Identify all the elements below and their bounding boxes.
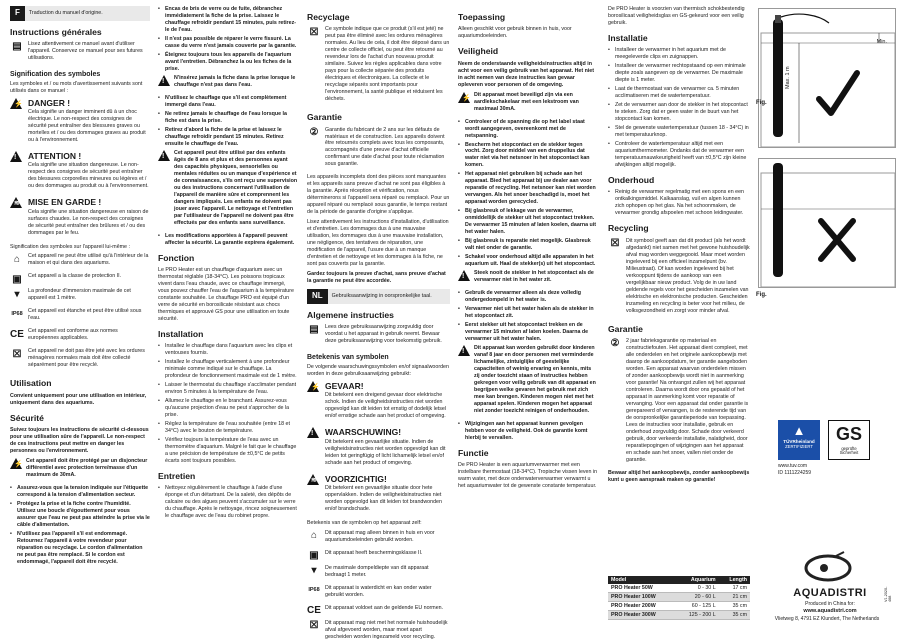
cert-id: ID 1111224259 [778, 470, 812, 476]
figure-label: Fig. [756, 100, 767, 106]
table-row: PRO Heater 300W 125 - 200 L 35 cm [608, 611, 750, 620]
warranty-2-icon: ② [309, 126, 319, 138]
brand-address: Vlietweg 8, 4791 EZ Klundert, The Netherlands [774, 616, 880, 622]
immersion-depth-icon: ▾ [14, 288, 20, 300]
danger-block: ⚡ DANGER ! Cela signifie un danger imminent dû à un choc électrique. Le non-respect des consignes de sécurité peut entraîner des blessures graves ou mortelles et / ou des dommages graves au produit ou à l'environnement. [10, 98, 150, 147]
column-mixed-3: Recyclage ☒ Ce symbole indique que ce produit (s'il est jeté) ne peut pas être éliminé avec les ordures ménagères normales. Au lieu de cela, il doit être déposé dans un centre de collecte officiel, ou peut être retourné au revendeur lors de l'achat d'un nouveau produit similaire. Suivez les règles applicables dans votre pays pour la collecte séparée des produits électriques et électroniques. La collecte et le recyclage séparés sont importants pour l'environnement, la santé publique et réduisent les déchets. Garantie ② Garantie du fabricant de 2 ans sur les défauts de matériaux et de construction. Les appareils doivent être retournés complets avec tous les composants, accompagnés d'une preuve d'achat officielle confirmant une date d'achat pour toute réclamation sous garantie. Les appareils incomplets dont des pièces sont manquantes et les appareils sans preuve d'achat ne sont pas éligibles à la garantie. Après réception et vérification, nous déterminerons si l'appareil sera réparé ou remplacé. Pour un appareil réparé ou remplacé sous garantie, le temps restant de la période de garantie d'origine s'applique. Lisez attentivement les instructions d'installation, d'utilisation et d'entretien. Les dommages dus à une mauvaise utilisation, les dommages dus à une mauvaise installation, une négligence, des tentatives de réparation, une modification de l'appareil, l'usure due à un manque d'entretien et de nettoyage et les dommages à la fiche, ne sont pas couverts par la garantie. Gardez toujours la preuve d'achat, sans preuve d'achat la garantie ne peut être accordée. NL Gebruiksaanwijzing in oorspronkelijke taal. Algemene instructies ▤ Lees deze gebruiksaanwijzing zorgvuldig door voordat u het apparaat in gebruik neemt. Bewaar deze gebruiksaanwijzing voor toekomstig gebruik. Betekenis van symbolen De volgende waarschuwingssymbolen en/of signaalwoorden worden in deze gebruiksaanwijzing gebruikt: ⚡ GEVAAR! Dit betekent een dreigend gevaar door elektrische schok. Indien de veiligheidsinstructies niet worden opgevolgd kan dit leiden tot ernstig of dodelijk letsel en/of ernstige schade aan het product of omgeving. ! WAARSCHUWING! Dit betekent een gevaarlijke situatie. Indien de veiligheidsinstructies niet worden opgevolgd kan dit leiden tot geringfügig of licht lichamelijk letsel en/of schade aan het product of omgeving. ≋ VOORZICHTIG! Dit betekent een gevaarlijke situatie door hete oppervlakken. Indien de veiligheidsinstructies niet worden opgevolgd kan dit leiden tot brandwonden en/of brandschade. Betekenis van de symbolen op het apparaat zelf: ⌂ Dit apparaat mag alleen binnen in huis en voor aquariumdoeleinden gebruikt worden. ▣ Dit apparaat heeft beschermingsklasse II. ▾ De maximale dompeldiepte van dit apparaat bedraagt 1 meter. IP68 Dit apparaat is waterdicht en kan onder water gebruikt worden. CE Dit apparaat voldoet aan de geldende EU normen. ☒ Dit apparaat mag niet met het normale huishoudelijk afval afgevoerd worden, maar moet apart gescheiden worden ingezameld voor recycling. [307, 12, 450, 640]
column-nl-4: Toepassing Alleen geschikt voor gebruik binnen in huis, voor aquariumdoeleinden. Veiligheid Neem de onderstaande veiligheidsinstructies altijd in acht voor een veilig gebruik van het apparaat. Het niet in acht nemen van deze instructies kan gevaar opleveren voor personen of de omgeving. ⚡ Dit apparaat moet beveiligd zijn via een aardlekschakelaar met een lekstroom van maximaal 30mA. • Controleer of de spanning die op het label staat wordt aangegeven, overeenkomt met de netspanning. • Bescherm het stopcontact en de stekker tegen vocht. Zorg door middel van een druppellus dat water niet via het netsnoer in het stopcontact kan komen. • Het apparaat niet gebruiken bij schade aan het apparaat. Bied het apparaat bij uw dealer aan voor reparatie of recycling. Het netsnoer kan niet worden vervangen. Als het snoer beschadigd is, moet het apparaat worden gerecycled. • Bij glasbreuk of lekkage van de verwarmer, onmiddellijk de stekker uit het stopcontact trekken. De verwarmer 15 minuten af laten koelen, daarna uit het water halen. • Bij glasbreuk is reparatie niet mogelijk. Glasbreuk valt niet onder de garantie. • Schakel voor onderhoud altijd alle apparaten in het aquarium uit. Haal de stekker(s) uit het stopcontact. ! Steek nooit de stekker in het stopcontact als de verwarmer niet in het water zit. • Gebruik de verwarmer alleen als deze volledig ondergedompeld in het water is. • Verwarmer niet uit het water halen als de stekker in het stopcontact zit. • Eerst stekker uit het stopcontact trekken en de verwarmer 15 minuten af laten koelen. Daarna de verwarmer uit het water halen. ! Dit apparaat kan worden gebruikt door kinderen vanaf 8 jaar en door personen met verminderde lichamelijke, zintuiglijke of geestelijke capaciteiten of weinig ervaring en kennis, mits zij onder toezicht staan of instructies hebben gekregen voor veilig gebruik van dit apparaat en begrijpen welke gevaren het gebruik met zich mee kan brengen. Kinderen mogen niet met het apparaat spelen. Kinderen mogen het apparaat niet zonder toezicht reinigen of onderhouden. • Wijzigingen aan het apparaat kunnen gevolgen hebben voor de veiligheid. Ook de garantie komt hierbij te vervallen. Functie De PRO Heater is een aquariumverwarmer met een instelbare thermostaat (18-34°C). Tropische vissen leven in warm water, met deze onderwaterverwarmer verwarmt u het aquariumwater tot de gewenste constante temperatuur. [458, 6, 598, 632]
warning-exclamation-icon: ! [158, 75, 170, 86]
warning-exclamation-icon: ! [458, 270, 470, 281]
class-ii-icon: ▣ [309, 550, 319, 562]
brand-name: AQUADISTRI [793, 587, 867, 599]
column-nl-5: De PRO Heater is voorzien van thermisch schokbestendig borosilicaat veiligheidsglas en GS-gekeurd voor een veilig gebruik. Installatie • Installeer de verwarmer in het aquarium met de meegeleverde clips en zuignappen. • Installeer de verwarmer rechtopstaand op een minimale diepte zoals aangeven op de verwarmer. De maximale diepte is 1 meter. • Laat de thermostaat van de verwarmer ca. 5 minuten acclimatiseren met de watertemperatuur. • Zet de verwarmer aan door de stekker in het stopcontact te steken. Zorg dat er geen water in de buurt van het stopcontact kan komen. • Stel de gewenste watertemperatuur (tussen 18 - 34°C) in met temperatuurknop. • Controleer de watertemperatuur altijd met een aquariumthermometer. Ondanks dat de verwarmer een temperatuurnauwkeurigheid heeft van ±0,5°C zijn kleine afwijkingen altijd mogelijk. Onderhoud • Reinig de verwarmer regelmatig met een spons en een ontkalkingsmiddel. Kalkaanslag, vuil en algen kunnen zich ophopen op het glas. Na het schoonmaken, de verwarmer grondig afspoelen met schoon leidingwater. Recycling ☒ Dit symbool geeft aan dat dit product (als het wordt afgedankt) niet samen met het gewone huishoudelijk afval mag worden weggegooid. Maar moet worden ingeleverd bij een officieel inzamelpunt (bv. Milieustraat). Of kan worden ingeleverd bij het verkooppunt tijdens de aankoop van een vergelijkbaar nieuw product. Volg de in uw land geldende regels voor het gescheiden inzamelen van elektrische en elektronische producten. Gescheiden inzameling en recycling is beter voor het milieu, de volksgezondheid en zorgt voor minder afval. Garantie ② 2 jaar fabrieksgarantie op materiaal en constructiefouten. Het apparaat dient compleet, met alle onderdelen en het originele aankoopbewijs met daarop de aankoopdatum, ter garantie aangeboden worden. Een apparaat waarvan onderdelen missen of zonder aankoopbewijs wordt niet in aanmerking voor garantie! Na ontvangst zullen wij het apparaat controleren. Daarna wordt door ons gepaald of het apparaat in aanmerking komt voor reparatie of vervanging. Voor een apparaat dat onder garantie is gerepareerd of vervangen, is de resterende tijd van de oorspronkelijke garantieperiode van toepassing. Lees de instructies voor installatie, gebruik en onderhoud zorgvuldig door. Schade door verkeerd gebruik, door verkeerde installatie, nalatigheid, door reparatiepogingen of wijzigingen aan het apparaat en schade aan het snoer, vallen niet onder de garantie. Bewaar altijd het aankoopbewijs, zonder aankoopbewijs kunt u geen aanspraak maken op garantie! [608, 6, 750, 632]
ce-mark-icon: CE [10, 328, 24, 340]
warning-exclamation-icon: ! [158, 150, 170, 161]
min-depth-label: Min. [876, 39, 887, 45]
warning-bolt-icon: ⚡ [458, 92, 470, 103]
warning-bolt-icon: ⚡ [10, 458, 22, 469]
ce-mark-icon: CE [307, 605, 321, 616]
book-icon: ▤ [12, 41, 22, 53]
ip68-icon: IP68 [11, 310, 23, 317]
language-label: Traduction du manuel d'origine. [28, 9, 103, 16]
tuv-logo: ▲ TÜVRheinland ZERTIFIZIERT [778, 420, 820, 460]
class-ii-icon: ▣ [12, 273, 22, 285]
section-title: Instructions générales [10, 26, 102, 37]
weee-bin-icon: ☒ [309, 26, 319, 38]
max-depth-label: Max. 1 m [785, 66, 791, 89]
diagram-incorrect-install [758, 158, 896, 288]
column-fr-2: • Encas de bris de verre ou de fuite, débranchez immédiatement la fiche de la prise. Laissez le chauffage refroidir pendant 15 minutes, puis retirez-le de l'eau. • Il n'est pas possible de réparer le verre fissuré. La casse du verre n'est jamais couverte par la garantie. • Éteignez toujours tous les appareils de l'aquarium avant l'entretien. Débranchez la ou les fiches de la prise. ! N'insérez jamais la fiche dans la prise lorsque le chauffage n'est pas dans l'eau. • N'utilisez le chauffage que s'il est complètement immergé dans l'eau. • Ne retirez jamais le chauffage de l'eau lorsque la fiche est dans la prise. • Retirez d'abord la fiche de la prise et laissez le chauffage refroidir pendant 15 minutes. Retirez ensuite le chauffage de l'eau. ! Cet appareil peut être utilisé par des enfants âgés de 8 ans et plus et des personnes ayant des capacités physiques, sensorielles ou mentales réduites ou un manque d'expérience et de connaissances, s'ils ont reçu une supervision ou des instructions concernant l'utilisation de l'appareil de manière sûre et comprennent les dangers impliqués. Les enfants ne doivent pas jouer avec l'appareil. Le nettoyage et l'entretien par l'utilisateur de l'appareil ne doivent pas être effectués par des enfants sans surveillance. • Les modifications apportées à l'appareil peuvent affecter la sécurité. La garantie expirera également. Fonction Le PRO Heater est un chauffage d'aquarium avec un thermostat réglable (18-34°C). Les poissons tropicaux vivent dans l'eau chaude, avec ce chauffage immergé, vous pouvez chauffer l'eau de l'aquarium à la température constante souhaitée. Le chauffage PRO est équipé d'un verre de sécurité en borosilicate résistant aux chocs thermiques et approuvé GS pour une utilisation en toute sécurité. Installation • Installez le chauffage dans l'aquarium avec les clips et ventouses fournis. • Installez le chauffage verticalement à une profondeur minimale comme indiqué sur le chauffage. La profondeur de fonctionnement maximale est de 1 mètre. • Laisser le thermostat du chauffage s'acclimater pendant environ 5 minutes à la température de l'eau. • Allumez le chauffage en le branchant. Assurez-vous qu'aucune projection d'eau ne peut s'approcher de la prise. • Réglez la température de l'eau souhaitée (entre 18 et 34°C) avec le bouton de température. • Vérifiez toujours la température de l'eau avec un thermomètre d'aquarium. Malgré le fait que le chauffage a une précision de température de ±0,5°C de petits écarts sont toujours possibles. Entretien • Nettoyez régulièrement le chauffage à l'aide d'une éponge et d'un détartrant. De la saleté, des dépôts de calcaire ou des algues peuvent s'accumuler sur le verre du chauffage. Après le nettoyage, rincez soigneusement le chauffage avec de l'eau du robinet propre. [158, 6, 298, 632]
hot-surface-icon: ≋ [307, 474, 319, 485]
warranty-2-icon: ② [610, 338, 620, 350]
weee-bin-icon: ☒ [309, 620, 319, 631]
diagram-correct-install [758, 8, 896, 148]
table-row: PRO Heater 50W 0 - 30 L 17 cm [608, 584, 750, 593]
cert-web: www.tuv.com [778, 463, 808, 469]
immersion-depth-icon: ▾ [311, 565, 317, 577]
book-icon: ▤ [309, 324, 319, 336]
house-icon: ⌂ [13, 253, 21, 265]
language-code: F [10, 6, 25, 21]
warning-bolt-icon: ⚡ [307, 381, 319, 392]
warning-exclamation-icon: ! [458, 345, 470, 356]
warning-exclamation-icon: ! [10, 151, 22, 162]
brand-produced: Produced in China for: [805, 601, 855, 607]
language-header-nl: NL Gebruiksaanwijzing in oorspronkelijke taal. [307, 289, 450, 304]
warning-exclamation-icon: ! [307, 427, 319, 438]
document-code: V1.2020-468 [884, 586, 892, 602]
warning-bolt-icon: ⚡ [10, 98, 22, 109]
language-header-fr [10, 6, 150, 21]
brand-url: www.aquadistri.com [803, 608, 857, 614]
ip68-icon: IP68 [308, 587, 320, 593]
hot-surface-icon: ≋ [10, 197, 22, 208]
table-row: PRO Heater 200W 60 - 125 L 35 cm [608, 602, 750, 611]
table-row: PRO Heater 100W 20 - 60 L 21 cm [608, 593, 750, 602]
house-icon: ⌂ [310, 530, 318, 542]
spec-table: Model Aquarium Length PRO Heater 50W 0 - 30 L 17 cm PRO Heater 100W 20 - 60 L 21 cm PRO Heater 200W 60 - 125 L 35 cm PRO Heater 300W 125 - 200 L 35 cm [608, 576, 750, 620]
attention-block: ! ATTENTION ! Cela signifie une situation dangereuse. Le non-respect des consignes de sécurité peut entraîner des blessures corporelles mineures ou légères et / ou des dommages au produit ou à l'environnement. [10, 151, 150, 193]
weee-bin-icon: ☒ [610, 238, 620, 250]
caution-block: ≋ MISE EN GARDE ! Cela signifie une situation dangereuse en raison de surfaces chaudes. Le non-respect des consignes de sécurité peut entraîner des brûlures et / ou des dommages par le feu. [10, 197, 150, 239]
figure-label: Fig. [756, 292, 767, 298]
column-fr-1: F Traduction du manuel d'origine. Instructions générales ▤ Lisez attentivement ce manuel avant d'utiliser l'appareil. Conservez ce manuel pour ses futures utilisations. Signification des symboles Les symboles et / ou mots d'avertissement suivants sont utilisés dans ce manuel : ⚡ DANGER ! Cela signifie un danger imminent dû à un choc électrique. Le non-respect des consignes de sécurité peut entraîner des blessures graves ou mortelles et / ou des dommages graves au produit ou à l'environnement. ! ATTENTION ! Cela signifie une situation dangereuse. Le non-respect des consignes de sécurité peut entraîner des blessures corporelles mineures ou légères et / ou des dommages au produit ou à l'environnement. ≋ MISE EN GARDE ! Cela signifie une situation dangereuse en raison de surfaces chaudes. Le non-respect des consignes de sécurité peut entraîner des brûlures et / ou des dommages par le feu. Signification des symboles sur l'appareil lui-même : ⌂ Cet appareil ne peut être utilisé qu'à l'intérieur de la maison et qui dans des aquariums. ▣ Cet appareil a la classe de protection II. ▾ La profondeur d'immersion maximale de cet appareil est 1 mètre. IP68 Cet appareil est étanche et peut être utilisé sous l'eau. CE Cet appareil est conforme aux normes européennes applicables. ☒ Cet appareil ne doit pas être jeté avec les ordures ménagères normales mais doit être collecté séparément pour être recyclé. Utilisation Convient uniquement pour une utilisation en intérieur, uniquement dans des aquariums. Sécurité Suivez toujours les instructions de sécurité ci-dessous pour une utilisation sûre de l'appareil. Le non-respect de ces instructions peut mettre en danger les personnes ou l'environnement. ⚡ Cet appareil doit être protégé par un disjoncteur différentiel avec protection terre/masse d'un maximum de 30mA. • Assurez-vous que la tension indiquée sur l'étiquette correspond à la tension d'alimentation secteur. • Protégez la prise et la fiche contre l'humidité. Utilisez une boucle d'égouttement pour vous assurer que l'eau ne peut pas atteindre la prise via le câble d'alimentation. • N'utilisez pas l'appareil s'il est endommagé. Retournez l'appareil à votre revendeur pour réparation ou recyclage. Le cordon d'alimentation ne peut pas être remplacé. Si le cordon est endommagé, l'appareil doit être recyclé. [10, 6, 150, 632]
section-title: Signification des symboles [10, 70, 101, 78]
weee-bin-icon: ☒ [12, 348, 22, 360]
brand-logo [800, 548, 856, 584]
gs-logo: GS geprüfte Sicherheit [828, 420, 870, 460]
